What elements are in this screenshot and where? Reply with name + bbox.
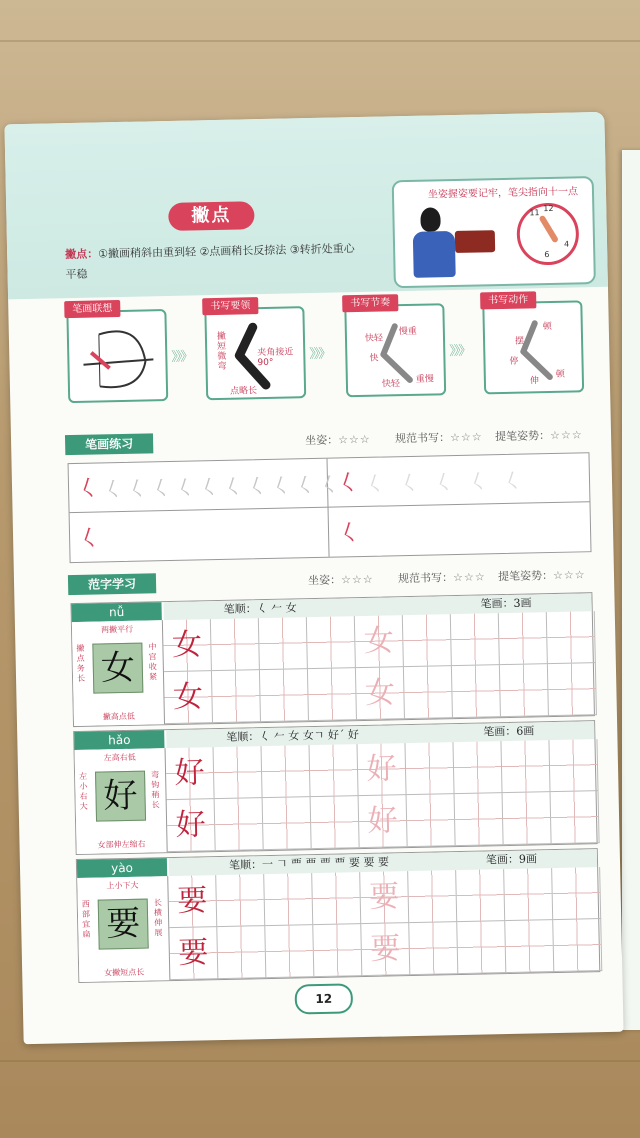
writing-cell[interactable] [451,613,500,666]
tip-right: 弯钩稍长 [150,770,160,810]
wood-grain [0,1060,640,1062]
step-label: 书写节奏 [342,294,398,312]
tip-top: 两撇平行 [100,624,134,635]
trace-char: 女 [363,623,395,659]
writing-cell[interactable] [166,747,215,800]
writing-cell[interactable] [168,875,217,928]
writing-cell[interactable] [404,666,453,719]
stroke-count-value: 9画 [518,852,538,866]
writing-cell[interactable] [553,919,602,972]
model-char-panel [77,876,170,982]
grid-line [70,501,590,513]
rating-stars[interactable]: ☆☆☆ [552,568,586,582]
pinyin-label: hǎo [74,730,164,750]
rating-pen-posture [495,426,583,444]
step-illustration [482,300,584,394]
stroke-count-value: 3画 [513,596,532,610]
rating-label: 规范书写： [394,431,451,446]
char-study-header [68,564,588,595]
writing-cell[interactable] [259,617,308,670]
step-note: 快轻 [381,379,401,390]
writing-cell[interactable] [211,618,260,671]
tip-left: 撇点务长 [76,643,86,683]
step-note: 夹角接近90° [257,347,294,369]
writing-cell[interactable] [408,870,457,923]
wood-grain [0,40,640,42]
writing-cell[interactable] [308,668,357,721]
clock-number: 4 [563,239,570,249]
writing-cell[interactable] [262,745,311,798]
writing-cell[interactable] [263,797,312,850]
writing-cell[interactable] [311,796,360,849]
pinyin-label: nǚ [71,602,161,622]
trace-char: 要 [368,879,400,915]
writing-cell[interactable] [456,869,505,922]
model-character: 女 [92,643,143,694]
lesson-tip [65,239,366,285]
step-note: 顿 [555,369,565,380]
stroke-count-label: 笔画： [485,852,520,867]
red-model-char: 要 [177,935,209,971]
stroke-order-label: 笔顺： [223,602,257,616]
writing-cell[interactable] [216,874,265,927]
writing-cell[interactable] [265,925,314,978]
writing-cell[interactable] [455,793,504,846]
step-illustration [344,303,446,397]
stroke-order-label: 笔顺： [226,730,260,744]
step-arrow: 》》》 [171,349,192,365]
trace-char: 女 [364,675,396,711]
writing-cell[interactable] [501,740,550,793]
writing-cell[interactable] [313,924,362,977]
step-writing-key [202,296,304,402]
rating-pen-posture [498,566,586,584]
model-character: 好 [95,771,146,822]
rating-sitting [308,571,374,588]
writing-cell[interactable] [217,926,266,979]
stroke-order-sequence: 一 𠃍 覀 覀 覀 覀 要 要 要 [261,855,390,872]
rating-stars[interactable]: ☆☆☆ [549,428,583,443]
writing-cell[interactable] [499,612,548,665]
writing-cell[interactable] [504,868,553,921]
writing-cell[interactable] [356,667,405,720]
rating-label: 提笔姿势： [494,429,551,444]
stroke-practice-grid [68,452,592,563]
writing-cell[interactable] [453,741,502,794]
step-arrow: 》》》 [309,346,330,363]
step-note: 顿 [542,321,552,333]
rating-stars[interactable]: ☆☆☆ [452,570,486,585]
tip-right: 中宫收紧 [148,642,158,682]
step-illustration [204,306,306,400]
clock-number: 12 [543,203,554,214]
model-stroke: 𡿨 [336,471,360,497]
tip-text: ①撇画稍斜由重到轻 ②点画稍长反捺法 ③转折处重心平稳 [65,242,355,282]
stroke-count-value: 6画 [516,724,535,738]
tip-bottom: 撇高点低 [102,711,135,722]
tip-bottom: 女撇短点长 [104,967,145,978]
rating-label: 坐姿： [304,433,339,448]
step-writing-rhythm [342,293,444,399]
writing-cell[interactable] [163,619,212,672]
page-number: 12 [295,983,354,1014]
stroke-trace-row: 𡿨𡿨𡿨𡿨𡿨𡿨𡿨𡿨𡿨𡿨 [102,472,344,502]
rating-label: 规范书写： [397,571,454,586]
step-note: 撇短微弯 [216,331,227,372]
stroke-count [480,594,531,613]
writing-cell[interactable] [359,795,408,848]
rating-standard-writing [395,428,483,446]
step-note: 快轻 [364,333,384,344]
stroke-order-sequence: 𡿨 𠂉 女 女ㄱ 好ˊ 好 [259,728,360,744]
writing-cell[interactable] [355,615,404,668]
posture-panel [392,176,596,288]
pen-clock-diagram [516,202,579,265]
desk-illustration [455,230,495,253]
stroke-order-label: 笔顺： [228,858,263,872]
writing-cell[interactable] [214,746,263,799]
writing-cell[interactable] [547,611,596,664]
writing-cell[interactable] [503,792,552,845]
trace-char: 好 [366,751,397,787]
writing-cell[interactable] [360,871,409,924]
model-stroke: 𡿨 [337,521,361,547]
step-note: 点略长 [229,386,258,397]
facing-page-edge [622,150,640,1030]
model-character: 要 [98,899,149,950]
stroke-count [483,722,534,741]
bow-icon [68,311,166,401]
writing-cell[interactable] [260,669,309,722]
step-note: 停 [509,356,519,367]
writing-cell[interactable] [407,794,456,847]
tip-top: 左高右低 [103,752,136,763]
stroke-order [223,599,296,619]
trace-char: 好 [367,803,398,839]
step-stroke-association [64,299,166,405]
red-model-char: 女 [172,679,204,715]
tip-lead: 撇点： [65,247,99,262]
writing-cell[interactable] [212,670,261,723]
workbook-page [4,112,623,1044]
char-block-hao [73,720,597,855]
writing-cell[interactable] [312,872,361,925]
stroke-trace-row: 𡿨 𡿨 𡿨 𡿨 𡿨 [364,468,527,496]
stroke-count-label: 笔画： [483,724,517,739]
tip-left: 西部宜扁 [81,899,91,939]
step-label: 书写要领 [202,297,258,315]
trace-char: 要 [369,931,401,967]
stroke-order-sequence: 𡿨 𠂉 女 [256,601,297,616]
stroke-practice-header [65,424,585,455]
red-model-char: 好 [174,755,205,791]
writing-cell[interactable] [169,927,218,980]
step-arrow: 》》》 [449,343,470,360]
stroke-count-label: 笔画： [480,596,514,611]
red-model-char: 要 [176,883,208,919]
rating-stars[interactable]: ☆☆☆ [449,430,483,445]
writing-cell[interactable] [361,923,410,976]
writing-cell[interactable] [403,614,452,667]
lesson-title: 撇点 [168,201,255,231]
writing-cell[interactable] [549,739,598,792]
writing-cell[interactable] [309,744,358,797]
step-note: 快 [369,353,379,364]
red-model-char: 好 [175,807,207,843]
pen-icon [538,215,559,244]
char-block-nv [70,592,594,727]
step-note: 摆 [514,336,525,347]
clock-number: 11 [529,208,540,218]
writing-cell[interactable] [167,799,216,852]
model-stroke: 𡿨 [77,526,101,552]
step-label: 书写动作 [480,291,536,309]
tip-right: 长横伸展 [153,898,163,938]
writing-cell[interactable] [405,742,454,795]
writing-cell[interactable] [452,665,501,718]
clock-number: 6 [544,250,550,260]
writing-grid [163,611,594,724]
writing-cell[interactable] [164,671,213,724]
writing-cell[interactable] [264,873,313,926]
rating-standard-writing [398,568,486,586]
step-note: 慢重 [398,326,417,338]
writing-cell[interactable] [307,616,356,669]
section-title: 范字学习 [68,573,156,595]
rating-stars[interactable]: ☆☆☆ [337,432,371,447]
step-note: 伸 [529,376,540,387]
tip-left: 左小右大 [79,771,88,811]
stroke-count [486,850,537,869]
writing-cell[interactable] [552,867,601,920]
tip-top: 上小下大 [106,880,139,891]
writing-cell[interactable] [215,798,264,851]
writing-cell[interactable] [500,664,549,717]
model-char-panel [72,620,165,726]
red-model-char: 女 [171,627,203,663]
step-label: 笔画联想 [64,300,120,318]
step-illustration [66,309,168,403]
writing-grid [168,867,599,980]
student-head-illustration [420,207,440,231]
writing-cell[interactable] [457,921,506,974]
step-writing-motion [480,290,582,396]
pinyin-label: yào [77,858,167,878]
writing-cell[interactable] [505,920,554,973]
model-char-panel [75,748,168,854]
model-stroke: 𡿨 [76,476,100,502]
rating-label: 提笔姿势： [497,568,554,584]
posture-caption: 坐姿握姿要记牢，笔尖指向十一点 [427,186,579,201]
writing-cell[interactable] [548,663,597,716]
step-note: 重慢 [415,374,434,385]
writing-grid [166,739,597,852]
section-title: 笔画练习 [65,433,153,455]
writing-cell[interactable] [409,922,458,975]
rating-label: 坐姿： [307,573,342,588]
rating-sitting [305,431,371,448]
student-body-illustration [413,231,456,278]
rating-stars[interactable]: ☆☆☆ [340,572,374,587]
writing-cell[interactable] [357,743,406,796]
char-block-yao [76,848,600,983]
writing-cell[interactable] [551,791,600,844]
tip-bottom: 女部伸左缩右 [97,839,146,850]
